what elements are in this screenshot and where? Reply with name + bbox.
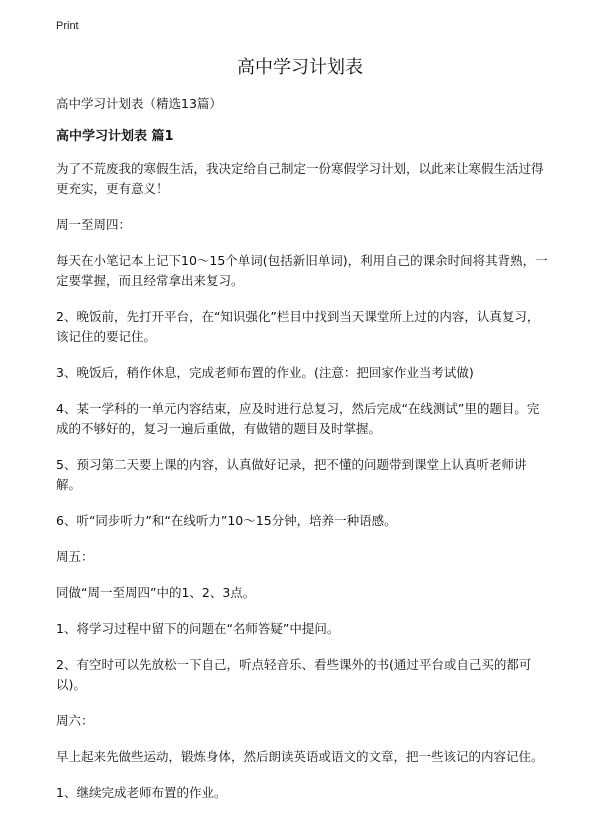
page-title: 高中学习计划表 bbox=[237, 57, 363, 78]
paragraph-intro: 为了不荒废我的寒假生活，我决定给自己制定一份寒假学习计划，以此来让寒假生活过得更充实，更有意义！ bbox=[56, 161, 544, 196]
paragraph-item: 2、有空时可以先放松一下自己，听点轻音乐、看些课外的书(通过平台或自己买的都可以)。 bbox=[56, 657, 532, 692]
paragraph-item: 6、听“同步听力”和“在线听力”10～15分钟，培养一种语感。 bbox=[56, 513, 397, 528]
paragraph-item: 1、将学习过程中留下的问题在“名师答疑”中提问。 bbox=[56, 621, 340, 636]
paragraph-saturday-heading: 周六： bbox=[56, 713, 94, 728]
paragraph-item: 5、预习第二天要上课的内容，认真做好记录，把不懂的问题带到课堂上认真听老师讲解。 bbox=[56, 457, 527, 492]
paragraph-weekday-heading: 周一至周四： bbox=[56, 217, 132, 232]
paragraph-item: 早上起来先做些运动，锻炼身体，然后朗读英语或语文的文章，把一些该记的内容记住。 bbox=[56, 749, 544, 764]
document-subtitle: 高中学习计划表（精选13篇） bbox=[56, 96, 222, 111]
section-heading: 高中学习计划表 篇1 bbox=[56, 129, 174, 144]
print-link[interactable]: Print bbox=[56, 20, 79, 32]
paragraph-friday-heading: 周五： bbox=[56, 549, 94, 564]
paragraph-item: 3、晚饭后，稍作休息，完成老师布置的作业。(注意：把回家作业当考试做) bbox=[56, 365, 474, 380]
paragraph-item: 每天在小笔记本上记下10～15个单词(包括新旧单词)，利用自己的课余时间将其背熟，一定要掌握，而且经常拿出来复习。 bbox=[56, 253, 548, 288]
document-body bbox=[56, 94, 550, 819]
paragraph-item: 同做“周一至周四”中的1、2、3点。 bbox=[56, 585, 256, 600]
paragraph-item: 1、继续完成老师布置的作业。 bbox=[56, 785, 227, 800]
paragraph-item: 2、晚饭前，先打开平台，在“知识强化”栏目中找到当天课堂所上过的内容，认真复习，该记住的要记住。 bbox=[56, 309, 540, 344]
paragraph-item: 4、某一学科的一单元内容结束，应及时进行总复习，然后完成“在线测试”里的题目。完成的不够好的，复习一遍后重做，有做错的题目及时掌握。 bbox=[56, 401, 540, 436]
